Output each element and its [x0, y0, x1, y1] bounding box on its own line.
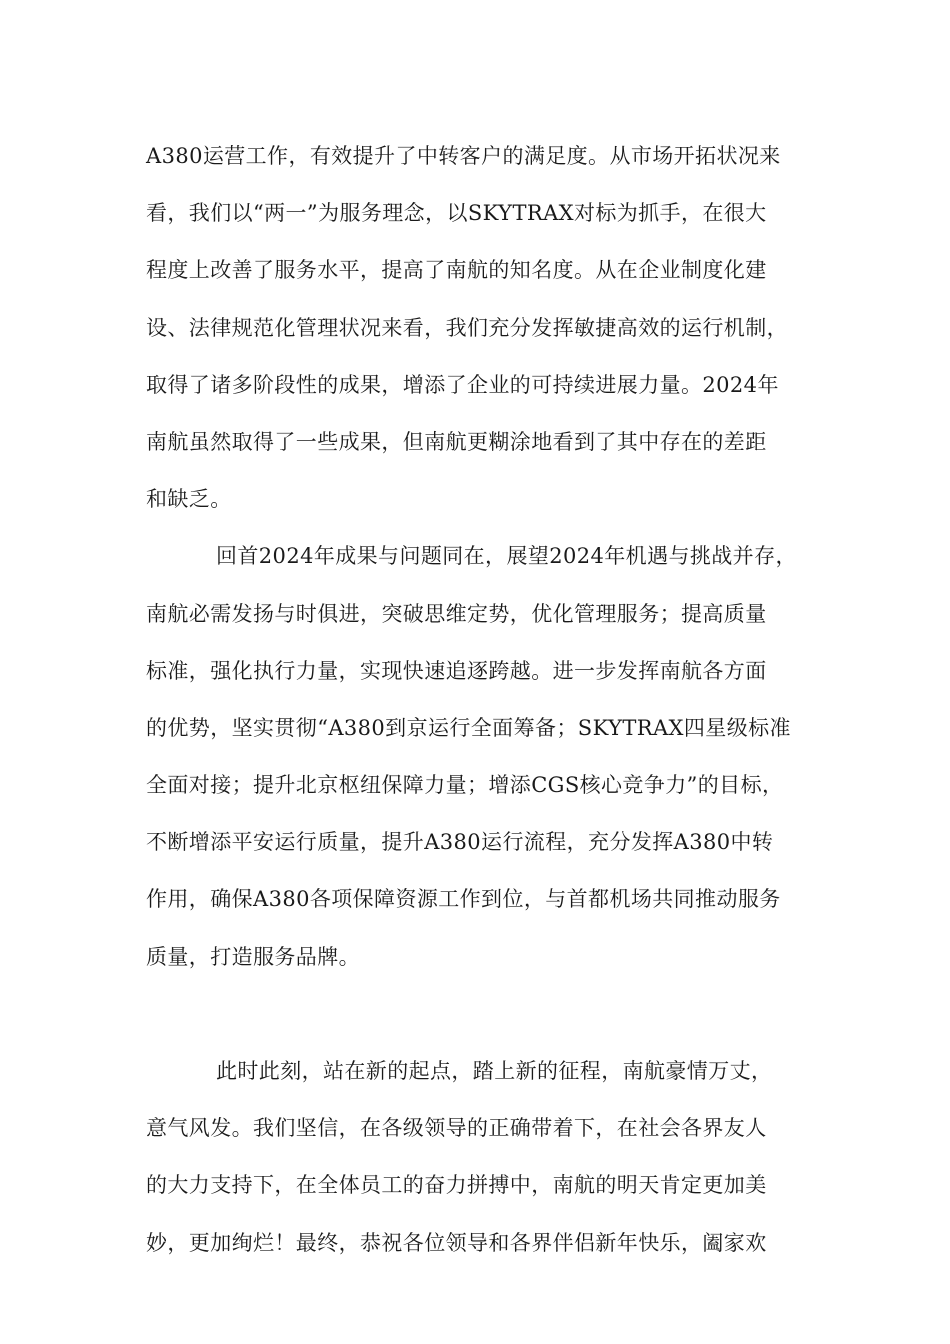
- text-line: 回首2024年成果与问题同在，展望2024年机遇与挑战并存，: [216, 544, 797, 569]
- text-line: 妙，更加绚烂！最终，恭祝各位领导和各界伴侣新年快乐，阖家欢: [146, 1230, 767, 1255]
- text-line: 不断增添平安运行质量，提升A380运行流程，充分发挥A380中转: [146, 830, 774, 855]
- text-line: 的优势，坚实贯彻“A380到京运行全面筹备；SKYTRAX四星级标准: [146, 715, 791, 740]
- text-line: 程度上改善了服务水平，提高了南航的知名度。从在企业制度化建: [146, 258, 767, 283]
- text-line: 此时此刻，站在新的起点，踏上新的征程，南航豪情万丈，: [216, 1059, 773, 1083]
- text-line: 意气风发。我们坚信，在各级领导的正确带着下，在社会各界友人: [146, 1116, 767, 1141]
- paragraph-2: [146, 528, 846, 1043]
- text-line: 全面对接；提升北京枢纽保障力量；增添CGS核心竞争力”的目标，: [146, 773, 784, 798]
- text-line: 质量，打造服务品牌。: [146, 944, 360, 969]
- text-line: 作用，确保A380各项保障资源工作到位，与首都机场共同推动服务: [146, 887, 781, 912]
- text-line: 取得了诸多阶段性的成果，增添了企业的可持续进展力量。2024年: [146, 372, 779, 397]
- paragraph-1: [146, 128, 846, 528]
- text-line: 南航必需发扬与时俱进，突破思维定势，优化管理服务；提高质量: [146, 601, 767, 626]
- paragraph-3: [146, 1043, 846, 1272]
- text-line: 设、法律规范化管理状况来看，我们充分发挥敏捷高效的运行机制，: [146, 315, 788, 340]
- text-line: A380运营工作，有效提升了中转客户的满足度。从市场开拓状况来: [146, 144, 781, 168]
- text-line: 看，我们以“两一”为服务理念，以SKYTRAX对标为抓手，在很大: [146, 201, 767, 226]
- text-line: [146, 986, 846, 1043]
- text-line: 南航虽然取得了一些成果，但南航更糊涂地看到了其中存在的差距: [146, 429, 767, 454]
- text-line: 和缺乏。: [146, 487, 232, 512]
- text-line: 标准，强化执行力量，实现快速追逐跨越。进一步发挥南航各方面: [146, 658, 767, 683]
- document-body: [146, 128, 846, 1272]
- text-line: 的大力支持下，在全体员工的奋力拼搏中，南航的明天肯定更加美: [146, 1173, 767, 1198]
